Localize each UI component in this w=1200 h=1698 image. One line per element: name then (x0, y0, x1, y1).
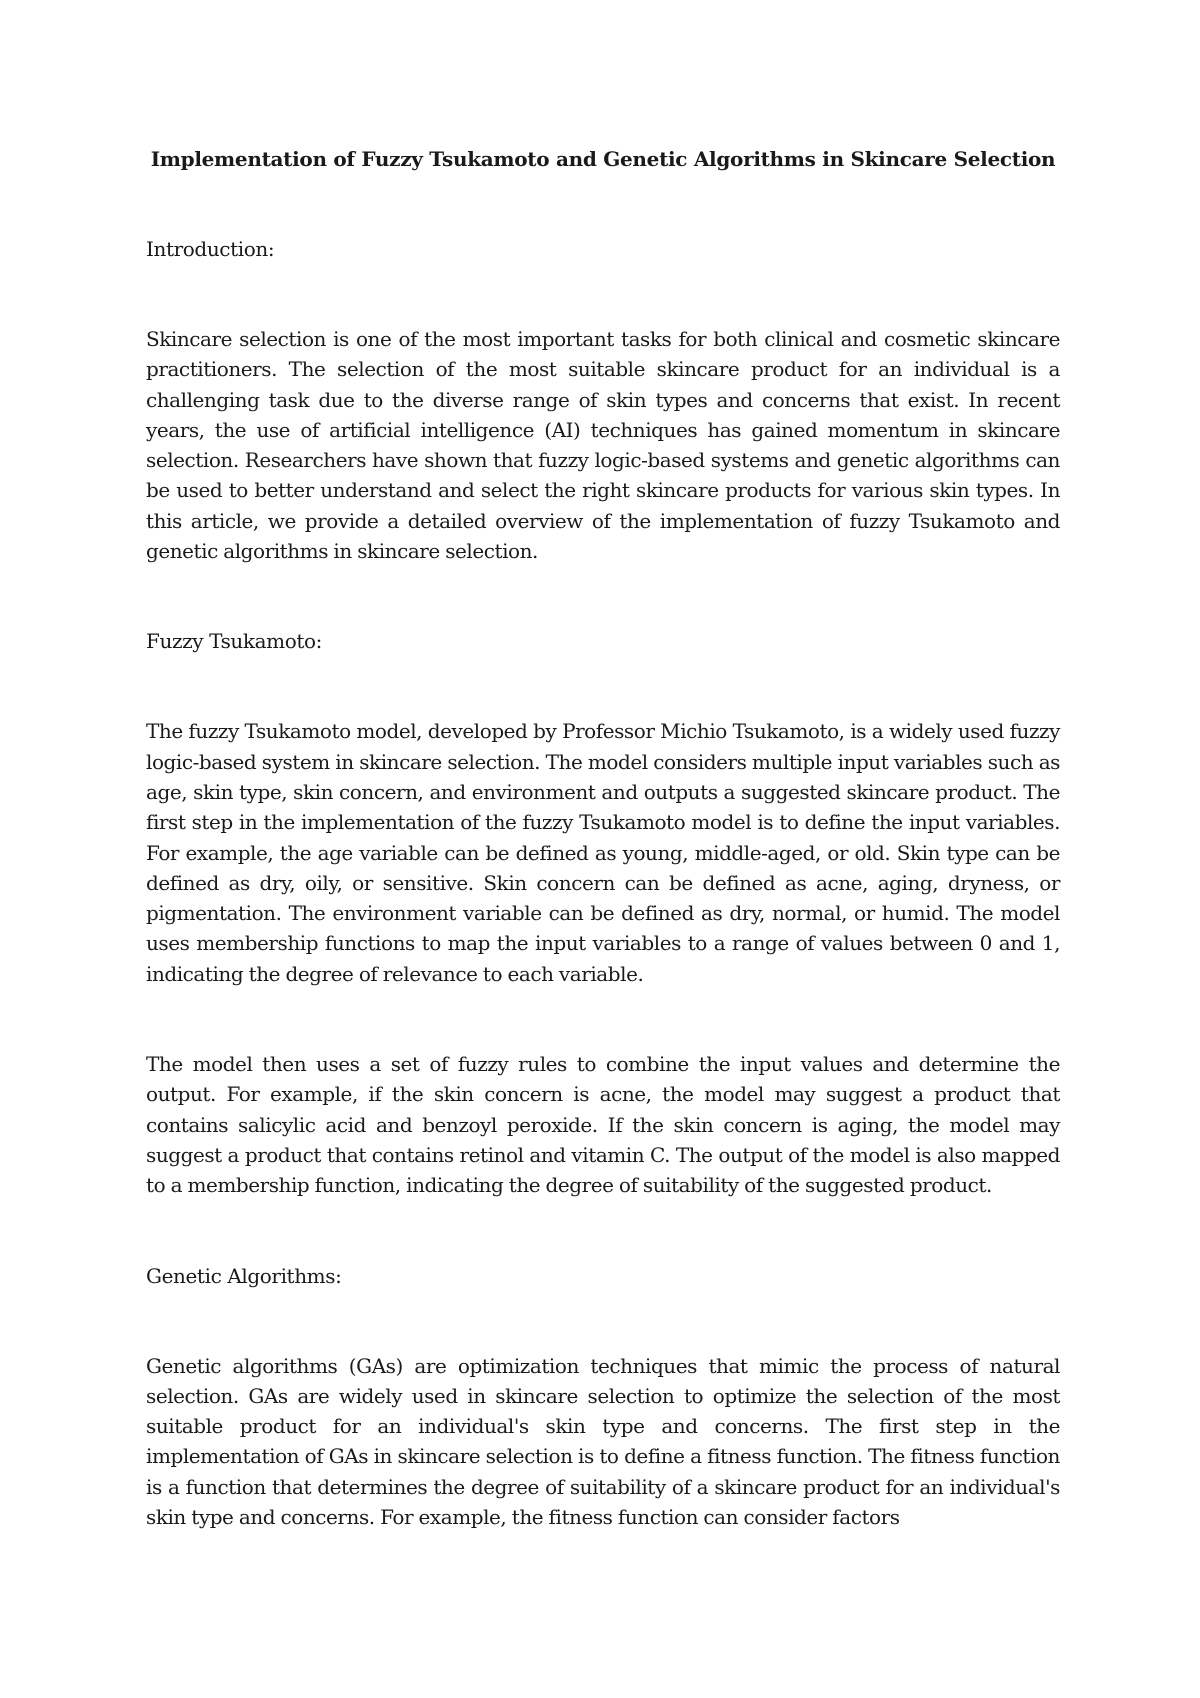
document-title: Implementation of Fuzzy Tsukamoto and Genetic Algorithms in Skincare Selection (150, 147, 1056, 171)
section-heading-fuzzy-tsukamoto: Fuzzy Tsukamoto: (146, 629, 322, 654)
paragraph: The fuzzy Tsukamoto model, developed by Professor Michio Tsukamoto, is a widely used fuzzy logic-based system in skincare selection. The model considers multiple input variables such as age, skin type, skin concern, and environment and outputs a suggested skincare product. The first step in the implementation of the fuzzy Tsukamoto model is to define the input variables. For example, the age variable can be defined as young, middle-aged, or old. Skin type can be defined as dry, oily, or sensitive. Skin concern can be defined as acne, aging, dryness, or pigmentation. The environment variable can be defined as dry, normal, or humid. The model uses membership functions to map the input variables to a range of values between 0 and 1, indicating the degree of relevance to each variable. (146, 719, 1060, 986)
paragraph: Genetic algorithms (GAs) are optimization techniques that mimic the process of natural selection. GAs are widely used in skincare selection to optimize the selection of the most suitable product for an individual's skin type and concerns. The first step in the implementation of GAs in skincare selection is to define a fitness function. The fitness function is a function that determines the degree of suitability of a skincare product for an individual's skin type and concerns. For example, the fitness function can consider factors (146, 1353, 1060, 1530)
document-body (146, 144, 1060, 1592)
section-heading-genetic-algorithms: Genetic Algorithms: (146, 1263, 342, 1288)
paragraph: Skincare selection is one of the most important tasks for both clinical and cosmetic skincare practitioners. The selection of the most suitable skincare product for an individual is a challenging task due to the diverse range of skin types and concerns that exist. In recent years, the use of artificial intelligence (AI) techniques has gained momentum in skincare selection. Researchers have shown that fuzzy logic-based systems and genetic algorithms can be used to better understand and select the right skincare products for various skin types. In this article, we provide a detailed overview of the implementation of fuzzy Tsukamoto and genetic algorithms in skincare selection. (146, 327, 1060, 564)
section-heading-introduction: Introduction: (146, 237, 275, 261)
paragraph: The model then uses a set of fuzzy rules to combine the input values and determine the output. For example, if the skin concern is acne, the model may suggest a product that contains salicylic acid and benzoyl peroxide. If the skin concern is aging, the model may suggest a product that contains retinol and vitamin C. The output of the model is also mapped to a membership function, indicating the degree of suitability of the suggested product. (146, 1052, 1060, 1198)
